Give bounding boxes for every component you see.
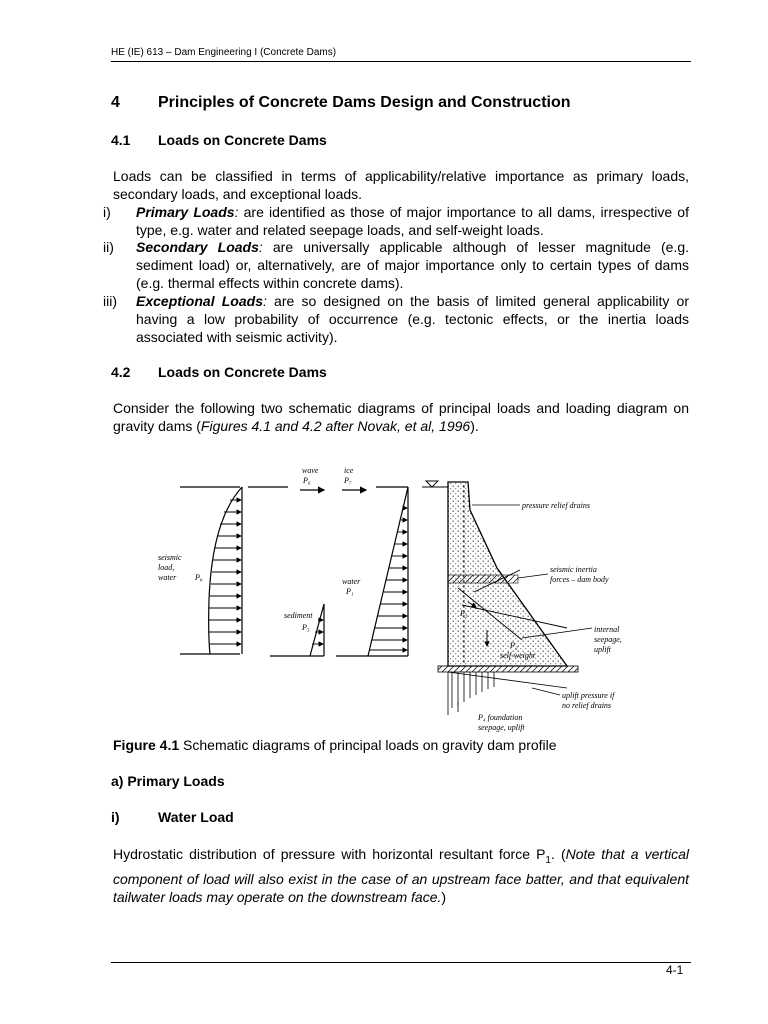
hydro-text-sep: . ( bbox=[550, 846, 566, 862]
list-marker: iii) bbox=[103, 293, 117, 309]
wave-ice-loads bbox=[248, 466, 366, 490]
section-title: Loads on Concrete Dams bbox=[158, 364, 327, 380]
figure-reference: Figures 4.1 and 4.2 after Novak, et al, 1996 bbox=[200, 418, 471, 434]
list-item-primary bbox=[103, 203, 689, 239]
inertia-label-1: seismic inertia bbox=[550, 565, 597, 574]
term-separator: : bbox=[234, 204, 244, 220]
self-weight-label: self-weight bbox=[500, 651, 536, 660]
internal-label-1: internal bbox=[594, 625, 620, 634]
seismic-load-diagram bbox=[158, 487, 242, 654]
sediment-label: sediment bbox=[284, 611, 313, 620]
p8-label: P₈ bbox=[195, 573, 203, 582]
section-heading-4-2 bbox=[111, 364, 327, 380]
subheading-primary-loads: a) Primary Loads bbox=[111, 773, 225, 789]
subheading-title: Water Load bbox=[158, 809, 234, 825]
subheading-marker: i) bbox=[111, 809, 120, 825]
header-rule bbox=[111, 61, 691, 62]
hydro-note: Note that a vertical component of load will also exist in the case of an upstream face batter, and that equivalent tailwater loads may operate on the downstream face. bbox=[113, 846, 689, 905]
list-marker: ii) bbox=[103, 239, 114, 255]
figure-label: Figure 4.1 bbox=[113, 737, 180, 753]
uplift-label-2: no relief drains bbox=[562, 701, 612, 710]
running-header: HE (IE) 613 – Dam Engineering I (Concrete Dams) bbox=[111, 47, 337, 58]
figure-intro-paragraph bbox=[113, 399, 689, 435]
list-item-text bbox=[136, 292, 689, 346]
seismic-label-1: seismic bbox=[158, 553, 182, 562]
figure-caption bbox=[113, 737, 557, 753]
water-load-diagram bbox=[336, 487, 408, 656]
p1-subscript: 1 bbox=[545, 854, 551, 866]
sediment-load-diagram bbox=[270, 604, 324, 656]
wave-label: wave bbox=[302, 466, 319, 475]
item-description: are so designed on the basis of limited general applicability or having a low probability of occurrence (e.g. tectonic effects, or the inertia loads associated with seismic activity). bbox=[136, 293, 689, 345]
term-exceptional-loads: Exceptional Loads bbox=[136, 293, 263, 309]
p7-label: P₇ bbox=[344, 476, 352, 485]
intro-text-end: ). bbox=[470, 418, 479, 434]
intro-text: Consider the following two schematic diagrams of principal loads and loading diagram on gravity dams ( bbox=[113, 400, 689, 434]
section-title: Loads on Concrete Dams bbox=[158, 132, 327, 148]
list-item-text bbox=[136, 203, 689, 239]
seismic-label-3: water bbox=[158, 573, 177, 582]
p1-label: P₁ bbox=[346, 587, 354, 596]
internal-label-3: uplift bbox=[594, 645, 611, 654]
term-secondary-loads: Secondary Loads bbox=[136, 239, 259, 255]
p3-label: P₃ bbox=[460, 609, 468, 618]
list-marker: i) bbox=[103, 204, 111, 220]
term-separator: : bbox=[262, 293, 275, 309]
p4-label: P₄ foundation bbox=[478, 713, 523, 722]
relief-drains-label: pressure relief drains bbox=[522, 501, 590, 510]
seepage-label: seepage, uplift bbox=[478, 723, 525, 732]
internal-label-2: seepage, bbox=[594, 635, 622, 644]
p5-label: P₅ bbox=[302, 623, 310, 632]
item-description: are universally applicable although of lesser magnitude (e.g. sediment load) or, alternatively, are of major importance only to certain types of dams (e.g. thermal effects within concrete dams). bbox=[136, 239, 690, 291]
loads-intro-paragraph: Loads can be classified in terms of applicability/relative importance as primary loads, secondary loads, and exceptional loads. bbox=[113, 168, 689, 202]
chapter-heading bbox=[111, 94, 571, 112]
page-number: 4-1 bbox=[666, 963, 684, 977]
gravity-dam-load-diagram bbox=[112, 450, 650, 738]
item-description: are identified as those of major importance to all dams, irrespective of type, e.g. water and related seepage loads, and self-weight loads. bbox=[136, 204, 689, 238]
hydro-text-end: ) bbox=[441, 888, 447, 905]
water-label: water bbox=[342, 577, 361, 586]
footer-rule bbox=[111, 962, 691, 963]
section-number: 4.2 bbox=[111, 364, 131, 380]
dam-body bbox=[422, 481, 578, 715]
hydro-text: Hydrostatic distribution of pressure with horizontal resultant force P bbox=[113, 846, 546, 862]
uplift-label-1: uplift pressure if bbox=[562, 691, 615, 700]
list-item-exceptional bbox=[103, 292, 689, 346]
section-number: 4.1 bbox=[111, 132, 131, 148]
inertia-label-2: forces – dam body bbox=[550, 575, 609, 584]
ice-label: ice bbox=[344, 466, 354, 475]
p6-label: P₆ bbox=[303, 476, 311, 485]
hydrostatic-paragraph bbox=[113, 845, 689, 906]
term-primary-loads: Primary Loads bbox=[136, 204, 235, 220]
caption-text: Schematic diagrams of principal loads on gravity dam profile bbox=[179, 737, 557, 753]
seismic-label-2: load, bbox=[158, 563, 175, 572]
subheading-water-load bbox=[111, 809, 234, 825]
section-heading-4-1 bbox=[111, 132, 327, 148]
p2-label: P₂ bbox=[510, 641, 518, 650]
chapter-number: 4 bbox=[111, 94, 120, 111]
chapter-title: Principles of Concrete Dams Design and Construction bbox=[158, 94, 571, 111]
list-item-secondary bbox=[103, 238, 689, 292]
list-item-text bbox=[136, 238, 689, 292]
term-separator: : bbox=[258, 239, 273, 255]
